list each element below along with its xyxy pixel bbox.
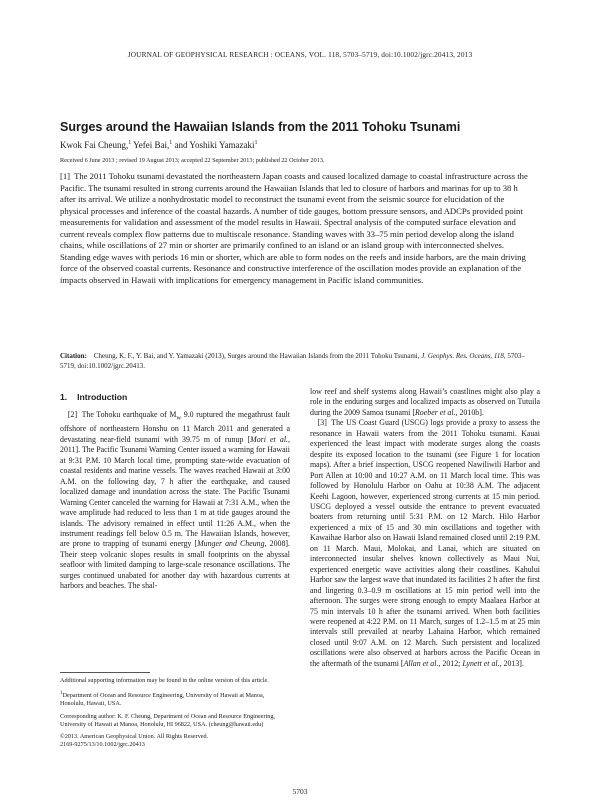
body-paragraph [310,387,540,418]
corresponding-author-note: Corresponding author: K. F. Cheung, Department of Ocean and Resource Engineering, University of Hawaii at Manoa, Honolulu, HI 96822, USA. (cheung@hawaii.edu) [60,712,275,728]
citation-text: Cheung, K. F., Y. Bai, and Y. Yamazaki (2013), Surges around the Hawaiian Islands from the 2011 Tohoku Tsunami, [93,352,420,360]
citation-doi: 5703–5719, doi:10.1002/jgrc.20413. [60,352,525,370]
section-number: 1. [60,392,68,402]
author-name: and Yoshiki Yamazaki [174,140,255,150]
body-text: The Tohoku earthquake of M [81,410,177,420]
section-heading [60,392,290,402]
abstract [60,171,530,286]
reference: Allan et al. [403,658,439,668]
affiliation-note [60,689,290,708]
right-column [310,387,540,669]
paragraph-marker: [3] [317,418,327,428]
body-text: , 2013]. [499,658,524,668]
publication-dates: Received 6 June 2013 ; revised 19 August 2013; accepted 22 September 2013; published 22 October 2013. [60,157,325,164]
body-text: The US Coast Guard (USCG) logs provide a proxy to assess the resonance in Hawaii waters from the 2011 Tohoku tsunami. Kauai experienced the least impact with moderate surges along the coasts despite its exposed location to the tsunami (see Figure 1 for location maps). After a brief inspection, USCG reopened Nawiliwili Harbor and Port Allen at 10:00 and 10:27 A.M. on 11 March local time. This was followed by Honolulu Harbor on Oahu at 10:38 A.M. The adjacent Keehi Lagoon, however, experienced strong currents at 15 min period. USCG deployed a vessel outside the entrance to prevent evacuated boaters from returning until 5:31 P.M. on 12 March. Hilo Harbor experienced a mix of 15 and 30 min oscillations and together with Kawaihae Harbor also on Hawaii Island remained closed until 2:19 P.M. on 11 March. Maui, Molokai, and Lanai, which are situated on interconnected insular shelves known collectively as Maui Nui, experienced energetic wave activities along their coastlines. Kahului Harbor saw the largest wave that inundated its facilities 2 h after the first and lingering 0.3–0.9 m oscillations at 15 min period well into the afternoon. The surges were strong enough to empty Maalaea Harbor at 75 min intervals 10 h after the tsunami arrived. When both facilities were reopened at 4:22 P.M. on 11 March, surges of 1.2–1.5 m at 25 min intervals still prevailed at nearby Lahaina Harbor, which remained closed until 9:07 A.M. on 12 March. Such persistent and localized oscillations were also observed at harbors across the Pacific Ocean in the aftermath of the tsunami [ [310,418,540,668]
affiliation-marker: 1 [169,140,173,146]
article-title: Surges around the Hawaiian Islands from the 2011 Tohoku Tsunami [60,120,461,134]
reference: Mori et al. [250,434,289,444]
copyright-text: ©2013. American Geophysical Union. All Rights Reserved. [60,733,209,741]
footnotes [60,672,290,753]
subscript: w [176,415,182,423]
paragraph-marker: [1] [60,171,71,181]
paragraph-marker: [2] [67,410,78,420]
affiliation-marker: 1 [60,690,63,697]
author-list [60,140,258,150]
citation-label: Citation: [60,352,87,360]
copyright-note [60,733,290,749]
affiliation-marker: 1 [254,140,258,146]
body-text: , 2010b]. [455,407,484,417]
abstract-text: The 2011 Tohoku tsunami devastated the northeastern Japan coasts and caused localized damage to coastal infrastructure across the Pacific. The tsunami resulted in strong currents around the Hawaiian Islands that led to closure of harbors and marinas for up to 38 h after its arrival. We utilize a nonhydrostatic model to reconstruct the tsunami event from the seismic source for elucidation of the physical processes and inference of the coastal hazards. A number of tide gauges, bottom pressure sensors, and ADCPs provided point measurements for validation and assessment of the model results in Hawaii. Spectral analysis of the computed surface elevation and current reveals complex flow patterns due to multiscale resonance. Standing waves with 33–75 min period develop along the island chains, while oscillations of 27 min or shorter are primarily confined to an island or an island group with interconnected shelves. Standing edge waves with periods 16 min or shorter, which are able to form nodes on the reefs and inside harbors, are the main driving force of the observed coastal currents. Resonance and constructive interference of the oscillation modes provide an explanation of the impacts observed in Hawaii with implications for emergency management in Pacific island communities. [60,171,528,285]
affiliation-text: Department of Ocean and Resource Engineering, University of Hawaii at Manoa, Honolulu, Hawaii, USA. [60,692,265,708]
issn-text: 2169-9275/13/10.1002/jgrc.20413 [60,741,145,749]
reference: Munger and Cheung [197,539,265,549]
body-paragraph [60,410,290,591]
section-title: Introduction [77,392,128,402]
footnote-divider [60,672,150,673]
author-name: Yefei Bai, [133,140,170,150]
body-text: , 2012; [438,658,463,668]
reference: Lynett et al. [462,658,500,668]
supporting-info-note: Additional supporting information may be found in the online version of this article. [60,677,269,684]
body-paragraph [310,418,540,669]
page-number: 5703 [292,787,308,796]
body-text: 9.0 ruptured the megathrust fault offshore of northeastern Honshu on 11 March 2011 and generated a devastating near-field tsunami with 39.75 m of runup [ [60,410,290,444]
body-text: , 2011]. The Pacific Tsunami Warning Center issued a warning for Hawaii at 9:31 P.M. 10 March local time, prompting state-wide evacuation of coastal residents and marine vessels. The waves reached Hawaii at 3:00 A.M. on the following day, 7 h after the earthquake, and caused localized damage and inundation across the state. The Pacific Tsunami Warning Center canceled the warning for Hawaii at 7:31 A.M., when the wave amplitude had reduced to less than 1 m at tide gauges around the islands. The advisory remained in effect until 11:26 A.M., when the instrument readings fell below 0.5 m. The Hawaiian Islands, however, are prone to trapping of tsunami energy [ [60,434,290,549]
body-text: , 2008]. Their steep volcanic slopes results in small footprints on the abyssal seafloor with limited damping to large-scale resonance oscillations. The surges continued unabated for another day with hazardous currents at harbors and beaches. The shal- [60,539,291,591]
affiliation-marker: 1 [128,140,132,146]
reference: Roeber et al. [414,407,456,417]
citation-journal: J. Geophys. Res. Oceans, 118, [421,352,506,360]
citation-block [60,352,540,371]
author-name: Kwok Fai Cheung, [60,140,129,150]
body-text: low reef and shelf systems along Hawaii’s coastlines might also play a role in the enduring surges and localized impacts as observed on Tutuila during the 2009 Samoa tsunami [ [310,387,540,417]
left-column [60,372,290,592]
running-header: JOURNAL OF GEOPHYSICAL RESEARCH : OCEANS, VOL. 118, 5703–5719, doi:10.1002/jgrc.20413, 2013 [127,50,473,59]
